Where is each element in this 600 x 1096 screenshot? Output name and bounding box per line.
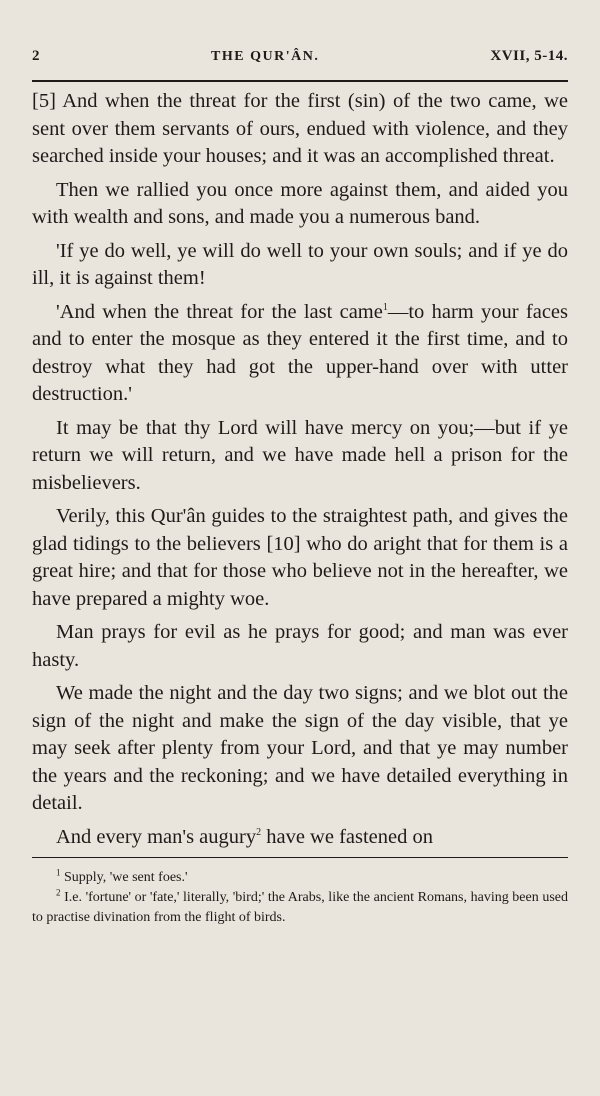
paragraph bbox=[32, 824, 568, 852]
paragraph: Verily, this Qur'ân guides to the straightest path, and gives the glad tidings to the believers [10] who do aright that for them is a great hire; and that for those who believe not in the hereafter, we have prepared a mighty woe. bbox=[32, 505, 568, 610]
paragraph-text: have we fastened on bbox=[261, 825, 434, 848]
page-number: 2 bbox=[32, 48, 40, 64]
footnote-text: I.e. 'fortune' or 'fate,' literally, 'bird;' the Arabs, like the ancient Romans, having been used to practise divination from the flight of birds. bbox=[32, 890, 568, 925]
header-rule bbox=[32, 80, 568, 82]
paragraph-text: And every man's augury bbox=[56, 825, 257, 848]
paragraph-text: —to harm your faces and to enter the mosque as they entered it the first time, and to destroy what they had got the upper-hand over with utter destruction.' bbox=[32, 300, 568, 405]
footnote bbox=[32, 868, 568, 888]
footnote-reference: 2 bbox=[256, 826, 262, 838]
paragraph: Then we rallied you once more against them, and aided you with wealth and sons, and made you a numerous band. bbox=[32, 178, 568, 228]
paragraph: We made the night and the day two signs; and we blot out the sign of the night and make the sign of the day visible, that ye may seek after plenty from your Lord, and that ye may number the years and the reckoning; and we have detailed everything in detail. bbox=[32, 682, 568, 814]
footnote-number: 2 bbox=[56, 887, 61, 898]
main-text bbox=[32, 88, 568, 851]
paragraph: Man prays for evil as he prays for good; and man was ever hasty. bbox=[32, 621, 568, 671]
footnote bbox=[32, 888, 568, 928]
footnote-text: Supply, 'we sent foes.' bbox=[64, 870, 188, 885]
paragraph-text: 'And when the threat for the last came bbox=[56, 300, 383, 323]
footnote-number: 1 bbox=[56, 867, 61, 878]
footnotes bbox=[32, 868, 568, 928]
running-header bbox=[32, 48, 568, 72]
paragraph: 'If ye do well, ye will do well to your own souls; and if ye do ill, it is against them! bbox=[32, 239, 568, 289]
footnote-rule bbox=[32, 857, 568, 858]
paragraph: It may be that thy Lord will have mercy on you;—but if ye return we will return, and we have made hell a prison for the misbelievers. bbox=[32, 416, 568, 494]
running-title: THE QUR'ÂN. bbox=[211, 49, 320, 64]
chapter-verse-reference: XVII, 5-14. bbox=[490, 48, 568, 64]
footnote-reference: 1 bbox=[382, 301, 388, 313]
paragraph: [5] And when the threat for the first (sin) of the two came, we sent over them servants of ours, endued with violence, and they searched inside your houses; and it was an accomplished threat. bbox=[32, 90, 568, 167]
paragraph bbox=[32, 299, 568, 409]
